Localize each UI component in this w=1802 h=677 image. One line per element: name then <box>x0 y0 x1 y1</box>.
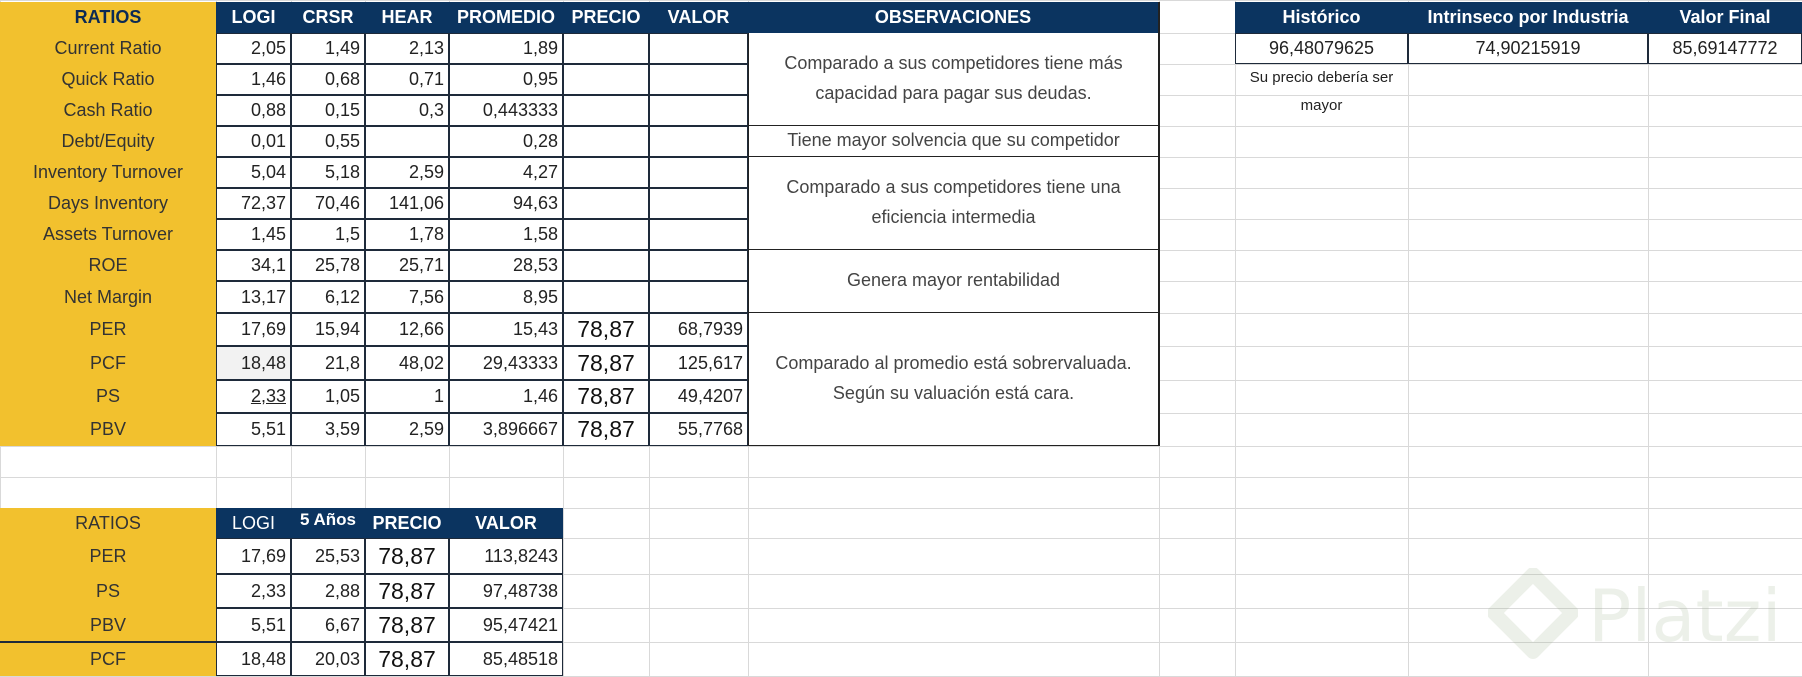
ratio-label[interactable]: PBV <box>0 413 216 446</box>
observation-text[interactable]: Genera mayor rentabilidad <box>748 250 1160 313</box>
table-cell-logi[interactable]: 72,37 <box>216 188 291 219</box>
table-cell-hear[interactable]: 1 <box>365 380 449 413</box>
table-cell-hear[interactable]: 2,59 <box>365 157 449 188</box>
bottom-cell-logi[interactable]: 5,51 <box>216 608 291 642</box>
table-cell-hear[interactable]: 141,06 <box>365 188 449 219</box>
table-cell-crsr[interactable]: 1,5 <box>291 219 365 250</box>
header-logi: LOGI <box>216 2 291 33</box>
bottom-cell-5-anos[interactable]: 25,53 <box>291 538 365 574</box>
bottom-cell-5-anos[interactable]: 2,88 <box>291 574 365 608</box>
table-cell-hear[interactable]: 7,56 <box>365 281 449 313</box>
table-cell-hear[interactable]: 0,71 <box>365 64 449 95</box>
table-cell-logi[interactable]: 13,17 <box>216 281 291 313</box>
bottom-header-logi: LOGI <box>216 508 291 538</box>
table-cell-valor[interactable]: 55,7768 <box>649 413 748 446</box>
table-cell-precio[interactable] <box>563 33 649 64</box>
table-cell-logi[interactable]: 17,69 <box>216 313 291 346</box>
table-cell-valor[interactable] <box>649 33 748 64</box>
table-cell-crsr[interactable]: 5,18 <box>291 157 365 188</box>
ratio-label[interactable]: Inventory Turnover <box>0 157 216 188</box>
bottom-cell-5-anos[interactable]: 20,03 <box>291 642 365 676</box>
table-cell-crsr[interactable]: 0,15 <box>291 95 365 126</box>
table-cell-hear[interactable]: 1,78 <box>365 219 449 250</box>
table-cell-hear[interactable] <box>365 126 449 157</box>
ratio-label[interactable]: Cash Ratio <box>0 95 216 126</box>
observation-text[interactable]: Comparado a sus competidores tiene más capacidad para pagar sus deudas. <box>748 33 1160 126</box>
bottom-cell-logi[interactable]: 17,69 <box>216 538 291 574</box>
table-cell-logi[interactable]: 0,88 <box>216 95 291 126</box>
table-cell-precio[interactable] <box>563 250 649 281</box>
bottom-cell-valor[interactable]: 113,8243 <box>449 538 563 574</box>
bottom-cell-logi[interactable]: 2,33 <box>216 574 291 608</box>
table-cell-precio[interactable] <box>563 126 649 157</box>
table-cell-crsr[interactable]: 15,94 <box>291 313 365 346</box>
platzi-logo-icon <box>1488 568 1578 668</box>
header-hear: HEAR <box>365 2 449 33</box>
bottom-cell-5-anos[interactable]: 6,67 <box>291 608 365 642</box>
value-intrinseco-por-industria[interactable]: 74,90215919 <box>1408 33 1648 64</box>
table-cell-valor[interactable] <box>649 281 748 313</box>
table-cell-valor[interactable] <box>649 95 748 126</box>
table-cell-hear[interactable]: 25,71 <box>365 250 449 281</box>
table-cell-promedio[interactable]: 0,28 <box>449 126 563 157</box>
table-cell-logi[interactable]: 1,46 <box>216 64 291 95</box>
platzi-wordmark: Platzi <box>1588 574 1782 658</box>
table-cell-precio[interactable] <box>563 281 649 313</box>
table-cell-logi[interactable]: 5,51 <box>216 413 291 446</box>
bottom-ratio-label[interactable]: PER <box>0 538 216 574</box>
observation-text[interactable]: Comparado a sus competidores tiene una eficiencia intermedia <box>748 157 1160 250</box>
ratio-label[interactable]: Days Inventory <box>0 188 216 219</box>
bottom-header-valor: VALOR <box>449 508 563 538</box>
header-precio: PRECIO <box>563 2 649 33</box>
ratio-label[interactable]: PS <box>0 380 216 413</box>
platzi-watermark <box>1488 568 1782 672</box>
table-cell-precio[interactable] <box>563 157 649 188</box>
table-cell-valor[interactable] <box>649 64 748 95</box>
table-cell-logi[interactable]: 2,33 <box>216 380 291 413</box>
table-cell-promedio[interactable]: 0,443333 <box>449 95 563 126</box>
bottom-cell-valor[interactable]: 85,48518 <box>449 642 563 676</box>
gridline <box>0 446 1802 447</box>
bottom-cell-logi[interactable]: 18,48 <box>216 642 291 676</box>
table-cell-crsr[interactable]: 6,12 <box>291 281 365 313</box>
table-cell-precio[interactable] <box>563 188 649 219</box>
table-cell-valor[interactable]: 125,617 <box>649 346 748 380</box>
bottom-cell-valor[interactable]: 95,47421 <box>449 608 563 642</box>
bottom-cell-valor[interactable]: 97,48738 <box>449 574 563 608</box>
table-cell-crsr[interactable]: 0,68 <box>291 64 365 95</box>
table-cell-hear[interactable]: 2,59 <box>365 413 449 446</box>
table-cell-valor[interactable]: 68,7939 <box>649 313 748 346</box>
bottom-ratio-label[interactable]: PS <box>0 574 216 608</box>
table-cell-valor[interactable]: 49,4207 <box>649 380 748 413</box>
bottom-header-precio: PRECIO <box>365 508 449 538</box>
header-intrinseco-por-industria: Intrinseco por Industria <box>1408 2 1648 33</box>
bottom-ratio-label[interactable]: PCF <box>0 642 216 676</box>
table-cell-promedio[interactable]: 1,58 <box>449 219 563 250</box>
bottom-header-ratios: RATIOS <box>0 508 216 538</box>
table-cell-logi[interactable]: 5,04 <box>216 157 291 188</box>
table-cell-hear[interactable]: 0,3 <box>365 95 449 126</box>
observation-text[interactable]: Tiene mayor solvencia que su competidor <box>748 126 1160 157</box>
table-cell-promedio[interactable]: 3,896667 <box>449 413 563 446</box>
table-cell-promedio[interactable]: 1,89 <box>449 33 563 64</box>
table-cell-valor[interactable] <box>649 188 748 219</box>
table-cell-promedio[interactable]: 15,43 <box>449 313 563 346</box>
table-cell-promedio[interactable]: 4,27 <box>449 157 563 188</box>
table-cell-hear[interactable]: 2,13 <box>365 33 449 64</box>
table-cell-hear[interactable]: 48,02 <box>365 346 449 380</box>
ratio-label[interactable]: Debt/Equity <box>0 126 216 157</box>
table-cell-precio[interactable]: 78,87 <box>563 346 649 380</box>
ratio-label[interactable]: PER <box>0 313 216 346</box>
table-cell-crsr[interactable]: 1,49 <box>291 33 365 64</box>
header-valor: VALOR <box>649 2 748 33</box>
row-separator <box>0 641 563 643</box>
ratio-label[interactable]: ROE <box>0 250 216 281</box>
ratio-label[interactable]: Quick Ratio <box>0 64 216 95</box>
observation-text[interactable]: Comparado al promedio está sobrervaluada. Según su valuación está cara. <box>748 313 1160 446</box>
ratio-label[interactable]: Current Ratio <box>0 33 216 64</box>
bottom-cell-precio[interactable]: 78,87 <box>365 642 449 676</box>
price-note: Su precio debería ser mayor <box>1249 69 1394 114</box>
header-valor-final: Valor Final <box>1648 2 1802 33</box>
table-cell-promedio[interactable]: 29,43333 <box>449 346 563 380</box>
table-cell-crsr[interactable]: 1,05 <box>291 380 365 413</box>
header-historico: Histórico <box>1235 2 1408 33</box>
ratio-label[interactable]: Net Margin <box>0 281 216 313</box>
value-valor-final[interactable]: 85,69147772 <box>1648 33 1802 64</box>
table-cell-valor[interactable] <box>649 126 748 157</box>
table-cell-crsr[interactable]: 21,8 <box>291 346 365 380</box>
header-promedio: PROMEDIO <box>449 2 563 33</box>
table-cell-precio[interactable]: 78,87 <box>563 413 649 446</box>
table-cell-logi[interactable]: 34,1 <box>216 250 291 281</box>
table-cell-valor[interactable] <box>649 157 748 188</box>
bottom-header-5-anos: 5 Años <box>291 508 365 538</box>
bottom-cell-precio[interactable]: 78,87 <box>365 574 449 608</box>
table-cell-valor[interactable] <box>649 250 748 281</box>
gridline <box>0 477 1802 478</box>
table-cell-logi[interactable]: 0,01 <box>216 126 291 157</box>
bottom-cell-precio[interactable]: 78,87 <box>365 538 449 574</box>
table-cell-promedio[interactable]: 0,95 <box>449 64 563 95</box>
table-cell-logi[interactable]: 18,48 <box>216 346 291 380</box>
header-observaciones: OBSERVACIONES <box>748 2 1160 33</box>
table-cell-precio[interactable]: 78,87 <box>563 380 649 413</box>
table-cell-crsr[interactable]: 70,46 <box>291 188 365 219</box>
ratio-label[interactable]: Assets Turnover <box>0 219 216 250</box>
table-cell-promedio[interactable]: 1,46 <box>449 380 563 413</box>
table-cell-promedio[interactable]: 94,63 <box>449 188 563 219</box>
table-cell-precio[interactable]: 78,87 <box>563 313 649 346</box>
table-cell-precio[interactable] <box>563 64 649 95</box>
table-cell-hear[interactable]: 12,66 <box>365 313 449 346</box>
bottom-ratio-label[interactable]: PBV <box>0 608 216 642</box>
gridline <box>0 0 1802 1</box>
table-cell-crsr[interactable]: 0,55 <box>291 126 365 157</box>
table-cell-logi[interactable]: 2,05 <box>216 33 291 64</box>
table-cell-promedio[interactable]: 28,53 <box>449 250 563 281</box>
value-historico[interactable]: 96,48079625 <box>1235 33 1408 64</box>
table-cell-crsr[interactable]: 25,78 <box>291 250 365 281</box>
ratio-label[interactable]: PCF <box>0 346 216 380</box>
table-cell-crsr[interactable]: 3,59 <box>291 413 365 446</box>
table-cell-precio[interactable] <box>563 219 649 250</box>
bottom-cell-precio[interactable]: 78,87 <box>365 608 449 642</box>
table-cell-valor[interactable] <box>649 219 748 250</box>
header-crsr: CRSR <box>291 2 365 33</box>
table-cell-promedio[interactable]: 8,95 <box>449 281 563 313</box>
table-cell-precio[interactable] <box>563 95 649 126</box>
table-cell-logi[interactable]: 1,45 <box>216 219 291 250</box>
header-ratios: RATIOS <box>0 2 216 33</box>
